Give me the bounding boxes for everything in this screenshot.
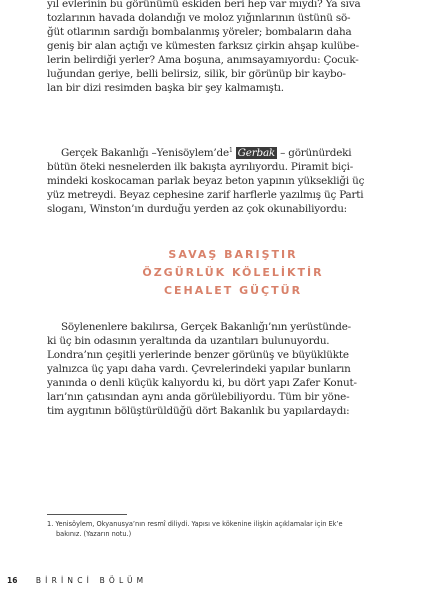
footnote-marker: 1 bbox=[228, 147, 233, 154]
footnote-rule bbox=[47, 514, 127, 515]
section-title: BİRİNCİ BÖLÜM bbox=[35, 576, 148, 585]
slogan-3: CEHALET GÜÇTÜR bbox=[163, 284, 303, 297]
text-line: tozlarının havada dolandığı ve moloz yığınlarının üstünü sö- bbox=[47, 12, 351, 24]
text-line: lerin belirdiği yerler? Ama boşuna, anımsayamıyordu: Çocuk- bbox=[47, 54, 359, 66]
text-line: yıl evlerinin bu görünümü eskiden beri hep var mıydı? Ya sıva bbox=[47, 0, 361, 10]
text-line: sloganı, Winston’ın durduğu yerden az çok okunabiliyordu: bbox=[47, 203, 347, 215]
text-segment: Gerçek Bakanlığı –Yenisöylem’de bbox=[61, 147, 229, 159]
text-line: yüz metreydi. Beyaz cephesine zarif harflerle yazılmış üç Parti bbox=[47, 189, 364, 201]
text-line: luğundan geriye, belli belirsiz, silik, bir görünüp bir kaybo- bbox=[47, 68, 346, 80]
footnote-line: 1. Yenisöylem, Okyanusya’nın resmî diliydi. Yapısı ve kökenine ilişkin açıklamalar için Ek’e bbox=[47, 520, 343, 528]
slogan-2: ÖZGÜRLÜK KÖLELİKTİR bbox=[142, 266, 324, 279]
running-footer bbox=[7, 576, 147, 585]
text-segment: – görünürdeki bbox=[280, 147, 352, 159]
text-line: geniş bir alan açtığı ve kümesten farksız çirkin ahşap kulübe- bbox=[47, 40, 359, 52]
footnote bbox=[47, 520, 419, 539]
text-line: lan bir dizi resimden başka bir şey kalmamıştı. bbox=[47, 82, 284, 94]
paragraph-2 bbox=[47, 146, 419, 216]
slogan-1: SAVAŞ BARIŞTIR bbox=[168, 248, 298, 261]
text-line: bütün öteki nesnelerden ilk bakışta ayrılıyordu. Piramit biçi- bbox=[47, 161, 354, 173]
text-line: Londra’nın çeşitli yerlerinde benzer görünüş ve büyüklükte bbox=[47, 349, 349, 361]
paragraph-1 bbox=[47, 0, 419, 95]
highlighted-word: Gerbak bbox=[237, 147, 276, 159]
text-line: ğüt otlarının sardığı bombalanmış yöreler; bombaların daha bbox=[47, 26, 352, 38]
text-line: ki üç bin odasının yeraltında da uzantıları bulunuyordu. bbox=[47, 335, 330, 347]
footnote-line: bakınız. (Yazarın notu.) bbox=[56, 529, 132, 538]
page-number: 16 bbox=[7, 576, 18, 585]
text-line: yalnızca üç yapı daha vardı. Çevrelerindeki yapılar bunların bbox=[47, 363, 351, 375]
text-line: yanında o denli küçük kalıyordu ki, bu dört yapı Zafer Konut- bbox=[47, 377, 357, 389]
paragraph-3 bbox=[47, 320, 419, 418]
text-line: ları’nın çatısından aynı anda görülebiliyordu. Tüm bir yöne- bbox=[47, 391, 350, 403]
text-line: tim aygıtının bölüştürüldüğü dört Bakanlık bu yapılardaydı: bbox=[47, 405, 350, 417]
text-line bbox=[47, 146, 419, 160]
text-line: mindeki koskocaman parlak beyaz beton yapının yüksekliği üç bbox=[47, 175, 365, 187]
text-line: Söylenenlere bakılırsa, Gerçek Bakanlığı’nın yerüstünde- bbox=[61, 321, 351, 333]
